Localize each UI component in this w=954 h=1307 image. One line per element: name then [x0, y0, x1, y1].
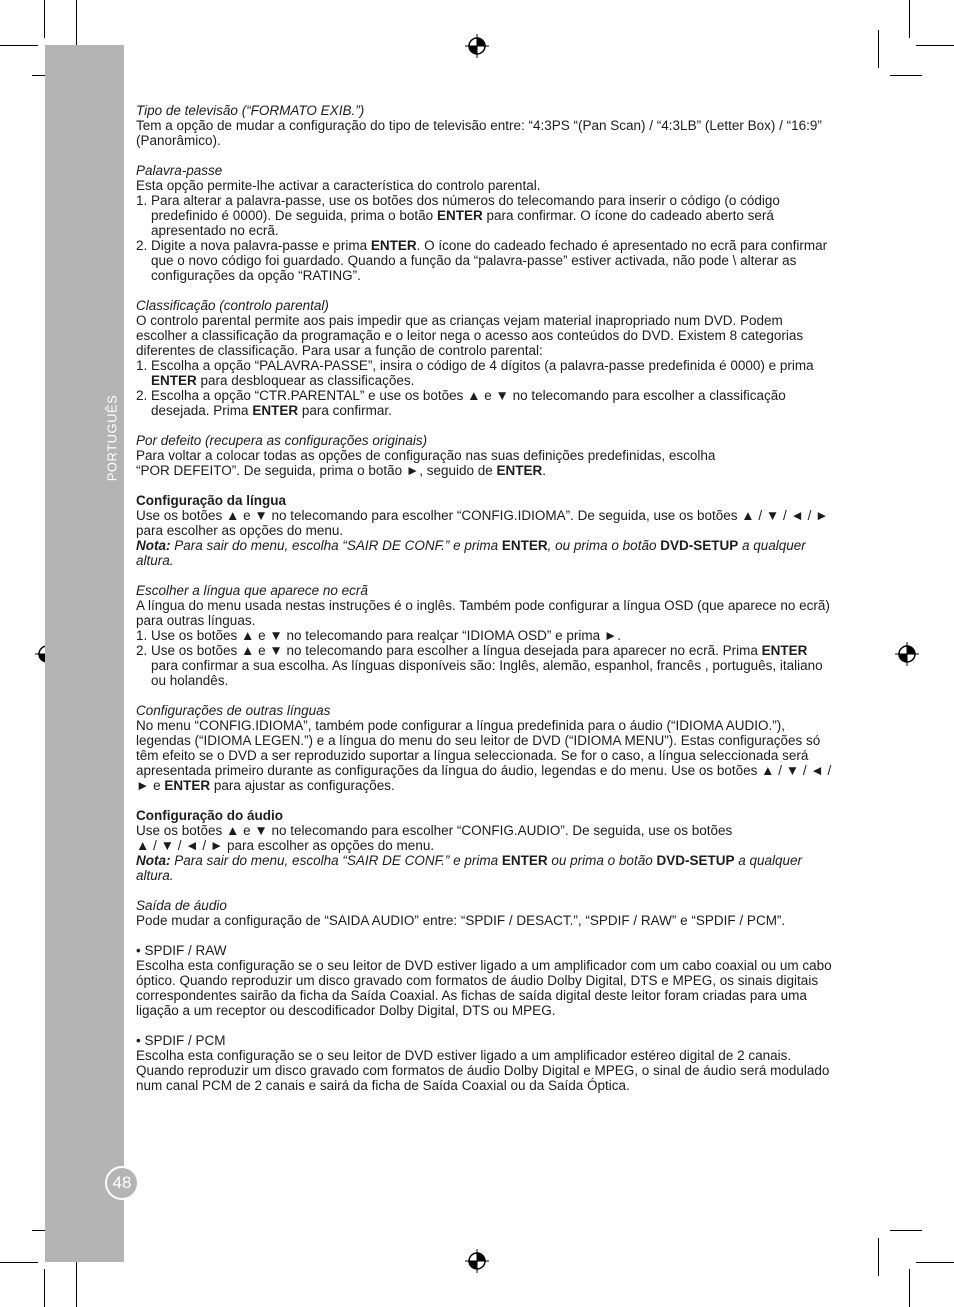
crop-mark [878, 1238, 879, 1276]
password-step-2: 2. Digite a nova palavra-passe e prima ENTER. O ícone do cadeado fechado é apresentado no ecrã para confirmar que o novo código foi guardado. Quando a função da “palavra-passe” estiver activada, não pode \ alterar as configurações da opção “RATING”. [136, 238, 828, 283]
registration-mark-icon [465, 1249, 489, 1273]
osd-step-1: 1. Use os botões ▲ e ▼ no telecomando para realçar “IDIOMA OSD” e prima ►. [136, 628, 622, 643]
page-content [136, 103, 836, 1093]
audio-note: Nota: Para sair do menu, escolha “SAIR DE CONF.” e prima ENTER ou prima o botão DVD-SETUP a qualquer altura. [136, 853, 803, 883]
page-number: 48 [105, 1166, 139, 1200]
rating-body: O controlo parental permite aos pais impedir que as crianças vejam material inapropriado num DVD. Podem escolher a classificação da programação e o leitor nega o acesso aos conteúdos do DVD. Existem 8 categorias diferentes de classificação. Para usar a função de controlo parental: [136, 313, 804, 358]
crop-mark [890, 1230, 922, 1231]
crop-mark [44, 1269, 45, 1307]
crop-mark [916, 1262, 954, 1263]
language-body: Use os botões ▲ e ▼ no telecomando para escolher “CONFIG.IDIOMA”. De seguida, use os botões ▲ / ▼ / ◄ / ► para escolher as opções do menu. [136, 508, 829, 538]
audio-body-2: ▲ / ▼ / ◄ / ► para escolher as opções do menu. [136, 838, 435, 853]
password-step-1: 1. Para alterar a palavra-passe, use os botões dos números do telecomando para inserir o código (o código predefinido é 0000). De seguida, prima o botão ENTER para confirmar. O ícone do cadeado aberto será apresentado no ecrã. [136, 193, 780, 238]
crop-mark [909, 1269, 910, 1307]
crop-mark [909, 0, 910, 38]
osd-step-2: 2. Use os botões ▲ e ▼ no telecomando para escolher a língua desejada para aparecer no ecrã. Prima ENTER para confirmar a sua escolha. As línguas disponíveis são: Inglês, alemão, espanhol, francês , português, italiano ou holandês. [136, 643, 823, 688]
audio-out-heading: Saída de áudio [136, 898, 227, 913]
audio-body-1: Use os botões ▲ e ▼ no telecomando para escolher “CONFIG.AUDIO”. De seguida, use os botões [136, 823, 733, 838]
rating-step-1: 1. Escolha a opção “PALAVRA-PASSE”, insira o código de 4 dígitos (a palavra-passe predefinida é 0000) e prima ENTER para desbloquear as classificações. [136, 358, 814, 388]
password-heading: Palavra-passe [136, 163, 223, 178]
spdif-raw-heading: • SPDIF / RAW [136, 943, 227, 958]
tv-type-body: Tem a opção de mudar a configuração do tipo de televisão entre: “4:3PS “(Pan Scan) / “4:3LB” (Letter Box) / “16:9” (Panorâmico). [136, 118, 822, 148]
defaults-body-2: “POR DEFEITO”. De seguida, prima o botão ►, seguido de ENTER. [136, 463, 547, 478]
registration-mark-icon [895, 642, 919, 666]
crop-mark [916, 45, 954, 46]
other-langs-body: No menu “CONFIG.IDIOMA”, também pode configurar a língua predefinida para o áudio (“IDIOMA AUDIO.”), legendas (“IDIOMA LEGEN.”) e a língua do menu do seu leitor de DVD (“IDIOMA MENU”). Estas configurações só têm efeito se o DVD a ser reproduzido suportar a língua seleccionada. Se for o caso, a língua seleccionada será apresentada primeiro durante as configurações da língua do áudio, legendas e do menu. Use os botões ▲ / ▼ / ◄ / ► e ENTER para ajustar as configurações. [136, 718, 832, 793]
defaults-body-1: Para voltar a colocar todas as opções de configuração nas suas definições predefinidas, escolha [136, 448, 716, 463]
osd-body: A língua do menu usada nestas instruções é o inglês. Também pode configurar a língua OSD (que aparece no ecrã) para outras línguas. [136, 598, 830, 628]
defaults-heading: Por defeito (recupera as configurações originais) [136, 433, 428, 448]
other-langs-heading: Configurações de outras línguas [136, 703, 331, 718]
language-heading: Configuração da língua [136, 493, 287, 508]
crop-mark [890, 75, 922, 76]
language-label: PORTUGUÊS [104, 394, 120, 482]
osd-heading: Escolher a língua que aparece no ecrã [136, 583, 368, 598]
registration-mark-icon [465, 34, 489, 58]
password-body: Esta opção permite-lhe activar a característica do controlo parental. [136, 178, 541, 193]
crop-mark [878, 30, 879, 68]
crop-mark [0, 45, 38, 46]
spdif-raw-body: Escolha esta configuração se o seu leitor de DVD estiver ligado a um amplificador com um cabo coaxial ou um cabo óptico. Quando reproduzir um disco gravado com formatos de áudio Dolby Digital, DTS e MPEG, os sinais digitais correspondentes sairão da ficha da Saída Coaxial. As fichas de saída digital deste leitor foram criadas para uma ligação a um receptor ou descodificador Dolby Digital, DTS ou MPEG. [136, 958, 832, 1018]
tv-type-heading: Tipo de televisão (“FORMATO EXIB.”) [136, 103, 365, 118]
spdif-pcm-heading: • SPDIF / PCM [136, 1033, 226, 1048]
rating-step-2: 2. Escolha a opção “CTR.PARENTAL” e use os botões ▲ e ▼ no telecomando para escolher a classificação desejada. Prima ENTER para confirmar. [136, 388, 786, 418]
side-tab [45, 45, 124, 1262]
crop-mark [44, 0, 45, 38]
language-note: Nota: Para sair do menu, escolha “SAIR DE CONF.” e prima ENTER, ou prima o botão DVD-SETUP a qualquer altura. [136, 538, 806, 568]
crop-mark [0, 1262, 38, 1263]
spdif-pcm-body: Escolha esta configuração se o seu leitor de DVD estiver ligado a um amplificador estéreo digital de 2 canais. Quando reproduzir um disco gravado com formatos de áudio Dolby Digital e MPEG, o sinal de áudio será modulado num canal PCM de 2 canais e sairá da ficha de Saída Coaxial ou da Saída Óptica. [136, 1048, 830, 1093]
audio-out-body: Pode mudar a configuração de “SAIDA AUDIO” entre: “SPDIF / DESACT.”, “SPDIF / RAW” e “SPDIF / PCM”. [136, 913, 786, 928]
audio-heading: Configuração do áudio [136, 808, 283, 823]
rating-heading: Classificação (controlo parental) [136, 298, 329, 313]
